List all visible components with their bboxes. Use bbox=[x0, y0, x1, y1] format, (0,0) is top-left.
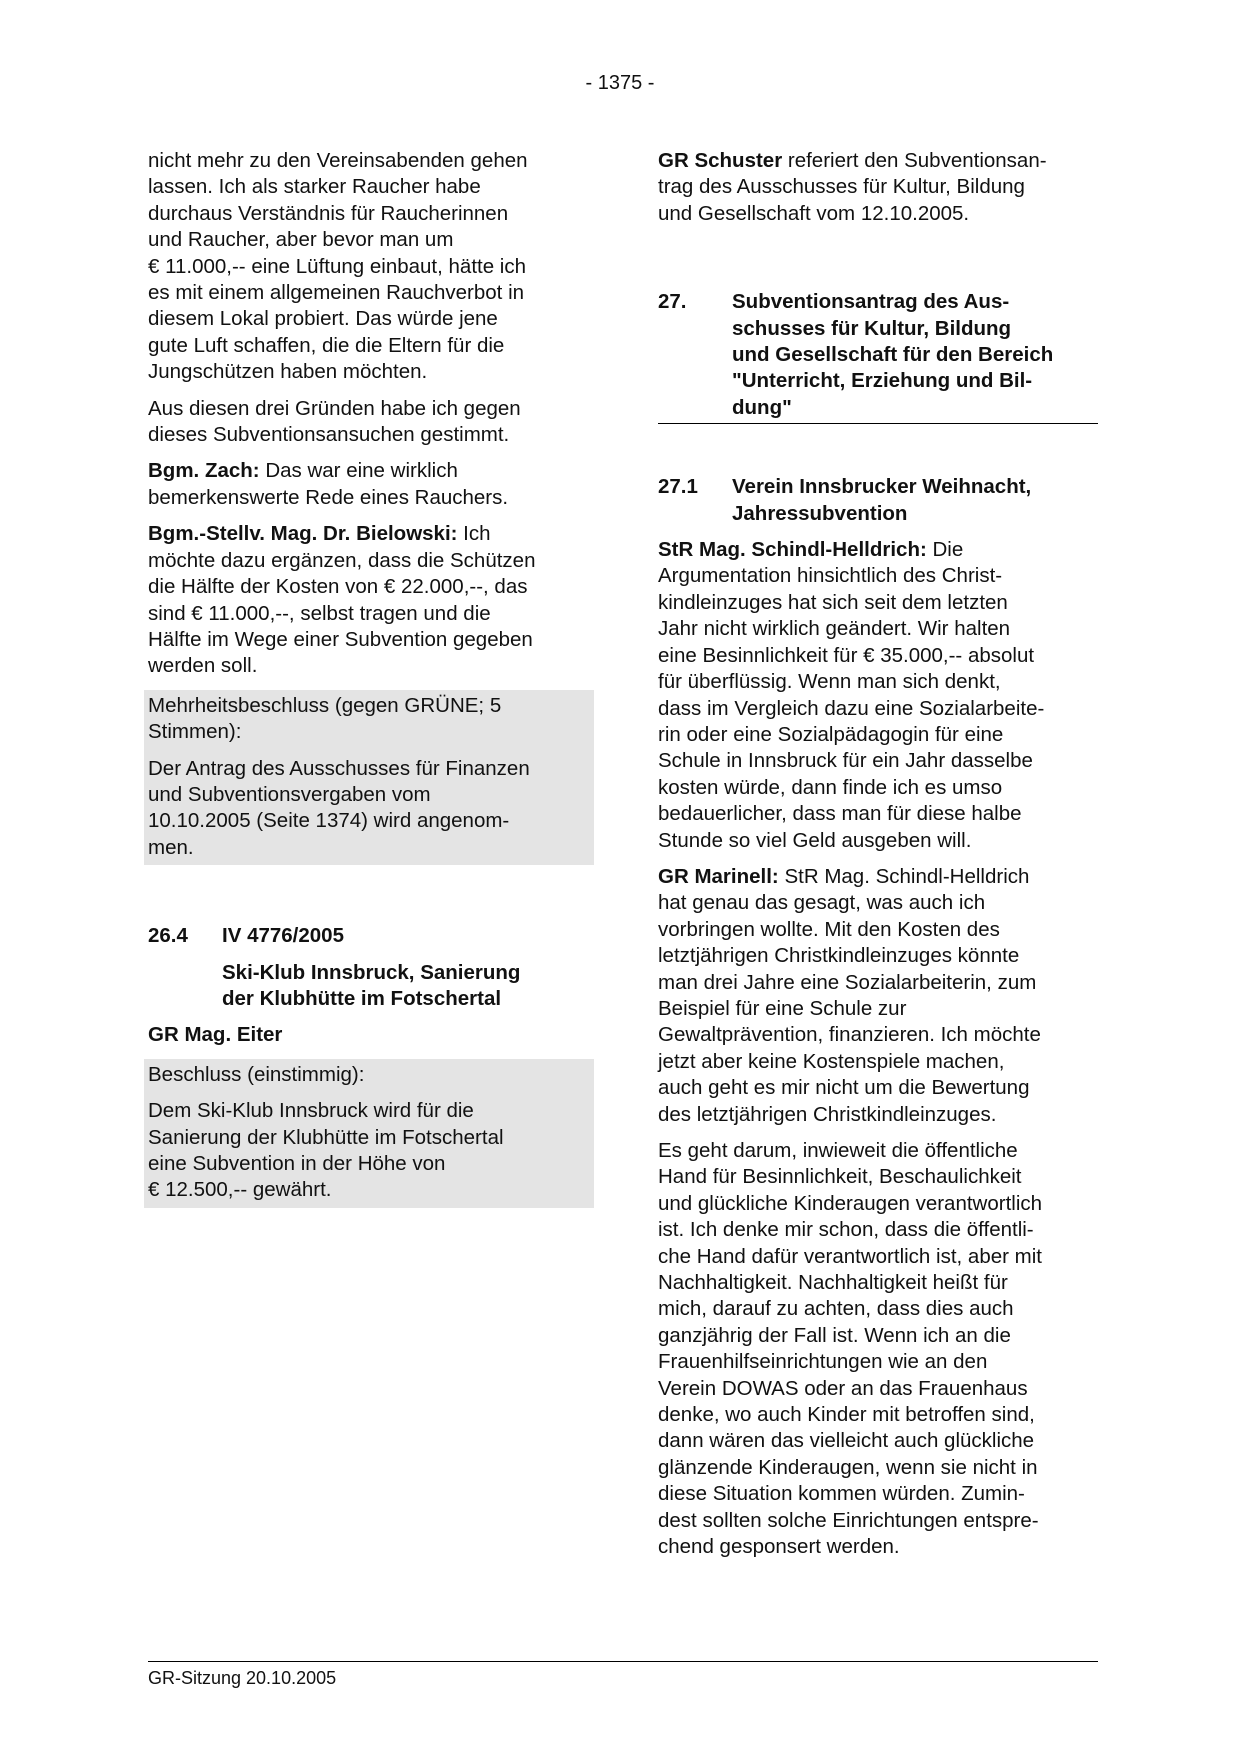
speaker-name: StR Mag. Schindl-Helldrich: bbox=[658, 538, 927, 562]
text-line: gute Luft schaffen, die die Eltern für die bbox=[148, 333, 505, 357]
text-line: die Hälfte der Kosten von € 22.000,--, das bbox=[148, 575, 528, 599]
text-line: hat genau das gesagt, was auch ich bbox=[658, 891, 986, 915]
text-line: che Hand dafür verantwortlich ist, aber mit bbox=[658, 1244, 1042, 1268]
text-line: dest sollten solche Einrichtungen entspre- bbox=[658, 1508, 1039, 1532]
text-line: Verein DOWAS oder an das Frauenhaus bbox=[658, 1376, 1028, 1400]
text-line: Hälfte im Wege einer Subvention gegeben bbox=[148, 627, 533, 651]
section-title bbox=[222, 960, 590, 1013]
section-heading-26-4 bbox=[148, 923, 590, 1012]
speech-text: Ich bbox=[457, 522, 491, 546]
section-number: 27.1 bbox=[658, 475, 698, 499]
section-code: IV 4776/2005 bbox=[222, 924, 344, 948]
text-line: chend gesponsert werden. bbox=[658, 1535, 900, 1559]
text-line: men. bbox=[148, 835, 194, 859]
text-line: Nachhaltigkeit. Nachhaltigkeit heißt für bbox=[658, 1271, 1008, 1295]
text-line: des letztjährigen Christkindleinzuges. bbox=[658, 1102, 997, 1126]
text-line: eine Besinnlichkeit für € 35.000,-- absolut bbox=[658, 643, 1035, 667]
text-line: Ski-Klub Innsbruck, Sanierung bbox=[222, 960, 521, 984]
text-line: möchte dazu ergänzen, dass die Schützen bbox=[148, 548, 536, 572]
text-line: werden soll. bbox=[148, 654, 258, 678]
text-line: bemerkenswerte Rede eines Rauchers. bbox=[148, 485, 509, 509]
section-title bbox=[732, 289, 1098, 421]
text-line: ganzjährig der Fall ist. Wenn ich an die bbox=[658, 1323, 1011, 1347]
text-line: schusses für Kultur, Bildung bbox=[732, 316, 1012, 340]
page-number: - 1375 - bbox=[585, 72, 655, 94]
paragraph-marinell bbox=[658, 864, 1098, 1128]
text-line: vorbringen wollte. Mit den Kosten des bbox=[658, 917, 1000, 941]
text-line: Sanierung der Klubhütte im Fotschertal bbox=[148, 1125, 504, 1149]
text-line: Der Antrag des Ausschusses für Finanzen bbox=[148, 756, 530, 780]
text-line: Stunde so viel Geld ausgeben will. bbox=[658, 828, 972, 852]
paragraph-bielowski bbox=[148, 521, 590, 679]
text-line: der Klubhütte im Fotschertal bbox=[222, 986, 502, 1010]
text-line: ist. Ich denke mir schon, dass die öffentli- bbox=[658, 1218, 1034, 1242]
text-line: und Gesellschaft vom 12.10.2005. bbox=[658, 201, 970, 225]
text-line: Jahressubvention bbox=[732, 501, 908, 525]
text-line: Jahr nicht wirklich geändert. Wir halten bbox=[658, 617, 1011, 641]
text-line: eine Subvention in der Höhe von bbox=[148, 1152, 446, 1175]
speech-text: referiert den Subventionsan- bbox=[782, 149, 1047, 172]
text-line: diese Situation kommen würden. Zumin- bbox=[658, 1482, 1025, 1506]
text-line: Dem Ski-Klub Innsbruck wird für die bbox=[148, 1099, 474, 1123]
speech-text: Die bbox=[926, 538, 964, 562]
paragraph-schuster bbox=[658, 148, 1098, 227]
paragraph-reasons bbox=[148, 396, 590, 449]
speech-text: StR Mag. Schindl-Helldrich bbox=[778, 864, 1030, 888]
text-line: letztjährigen Christkindleinzuges könnte bbox=[658, 944, 1020, 968]
text-line: Es geht darum, inwieweit die öffentliche bbox=[658, 1139, 1018, 1162]
text-line: denke, wo auch Kinder mit betroffen sind, bbox=[658, 1403, 1035, 1427]
text-line bbox=[658, 148, 1098, 174]
paragraph-public-hand bbox=[658, 1138, 1098, 1561]
text-line: und glückliche Kinderaugen verantwortlich bbox=[658, 1191, 1043, 1215]
text-line: rin oder eine Sozialpädagogin für eine bbox=[658, 722, 1004, 746]
right-column bbox=[658, 148, 1098, 1571]
footer-session-date: GR-Sitzung 20.10.2005 bbox=[148, 1668, 337, 1688]
paragraph-zach bbox=[148, 458, 590, 511]
text-line: dass im Vergleich dazu eine Sozialarbeite- bbox=[658, 696, 1045, 720]
text-line: Mehrheitsbeschluss (gegen GRÜNE; 5 bbox=[148, 693, 502, 717]
decision-box-unanimous bbox=[144, 1059, 594, 1208]
paragraph-schindl-helldrich bbox=[658, 537, 1098, 854]
text-line: € 11.000,-- eine Lüftung einbaut, hätte ich bbox=[148, 254, 527, 278]
speaker-name: GR Schuster bbox=[658, 149, 783, 172]
footer-divider bbox=[148, 1661, 1098, 1662]
section-number: 27. bbox=[658, 290, 687, 314]
text-line: Gewaltprävention, finanzieren. Ich möchte bbox=[658, 1023, 1041, 1047]
text-line bbox=[148, 458, 590, 484]
section-heading-27-1 bbox=[658, 474, 1098, 527]
text-line: Subventionsantrag des Aus- bbox=[732, 290, 1010, 314]
decision-label bbox=[148, 693, 590, 746]
decision-box-majority bbox=[144, 690, 594, 865]
text-line: nicht mehr zu den Vereinsabenden gehen bbox=[148, 149, 528, 172]
text-line: glänzende Kinderaugen, wenn sie nicht in bbox=[658, 1455, 1038, 1479]
left-column bbox=[148, 148, 590, 1208]
text-line: kosten würde, dann finde ich es umso bbox=[658, 775, 1003, 799]
text-line: dung" bbox=[732, 395, 792, 419]
text-line: kindleinzuges hat sich seit dem letzten bbox=[658, 590, 1008, 614]
text-line: "Unterricht, Erziehung und Bil- bbox=[732, 369, 1033, 393]
text-line: Schule in Innsbruck für ein Jahr dasselbe bbox=[658, 749, 1033, 773]
text-line: man drei Jahre eine Sozialarbeiterin, zum bbox=[658, 970, 1037, 994]
speaker-name: Bgm.-Stellv. Mag. Dr. Bielowski: bbox=[148, 522, 458, 546]
text-line: und Gesellschaft für den Bereich bbox=[732, 343, 1054, 367]
text-line: für überflüssig. Wenn man sich denkt, bbox=[658, 670, 1001, 694]
text-line: Aus diesen drei Gründen habe ich gegen bbox=[148, 396, 521, 420]
section-title bbox=[732, 474, 1098, 527]
text-line: trag des Ausschusses für Kultur, Bildung bbox=[658, 175, 1025, 199]
text-line: jetzt aber keine Kostenspiele machen, bbox=[658, 1049, 1005, 1073]
text-line: mich, darauf zu achten, dass dies auch bbox=[658, 1297, 1014, 1321]
speech-text: Das war eine wirklich bbox=[259, 459, 458, 483]
text-line: Beschluss (einstimmig): bbox=[148, 1062, 365, 1086]
text-line: dann wären das vielleicht auch glückliche bbox=[658, 1429, 1035, 1453]
reporter-name: GR Mag. Eiter bbox=[148, 1023, 283, 1047]
decision-text bbox=[148, 1098, 590, 1204]
text-line: sind € 11.000,--, selbst tragen und die bbox=[148, 601, 491, 625]
text-line: Beispiel für eine Schule zur bbox=[658, 996, 907, 1020]
decision-text bbox=[148, 756, 590, 862]
text-line bbox=[658, 537, 1098, 563]
text-line: lassen. Ich als starker Raucher habe bbox=[148, 175, 481, 199]
text-line bbox=[658, 864, 1098, 890]
text-line bbox=[148, 521, 590, 547]
text-line: Hand für Besinnlichkeit, Beschaulichkeit bbox=[658, 1165, 1022, 1189]
text-line: 10.10.2005 (Seite 1374) wird angenom- bbox=[148, 809, 510, 833]
section-heading-27 bbox=[658, 289, 1098, 424]
text-line: und Subventionsvergaben vom bbox=[148, 782, 431, 806]
text-line: Stimmen): bbox=[148, 720, 242, 744]
speaker-name: Bgm. Zach: bbox=[148, 459, 260, 483]
paragraph-ventilation bbox=[148, 148, 590, 386]
text-line: und Raucher, aber bevor man um bbox=[148, 228, 454, 252]
text-line: dieses Subventionsansuchen gestimmt. bbox=[148, 423, 510, 447]
text-line: diesem Lokal probiert. Das würde jene bbox=[148, 307, 498, 331]
text-line: es mit einem allgemeinen Rauchverbot in bbox=[148, 281, 525, 305]
decision-label bbox=[148, 1062, 590, 1088]
speaker-name: GR Marinell: bbox=[658, 864, 779, 888]
text-line: auch geht es mir nicht um die Bewertung bbox=[658, 1076, 1030, 1100]
text-line: Frauenhilfseinrichtungen wie an den bbox=[658, 1350, 988, 1374]
text-line: Argumentation hinsichtlich des Christ- bbox=[658, 564, 1003, 588]
text-line: € 12.500,-- gewährt. bbox=[148, 1178, 332, 1202]
text-line: Verein Innsbrucker Weihnacht, bbox=[732, 475, 1032, 499]
text-line: bedauerlicher, dass man für diese halbe bbox=[658, 802, 1022, 826]
text-line: durchaus Verständnis für Raucherinnen bbox=[148, 201, 509, 225]
section-number: 26.4 bbox=[148, 924, 188, 948]
text-line: Jungschützen haben möchten. bbox=[148, 360, 428, 384]
